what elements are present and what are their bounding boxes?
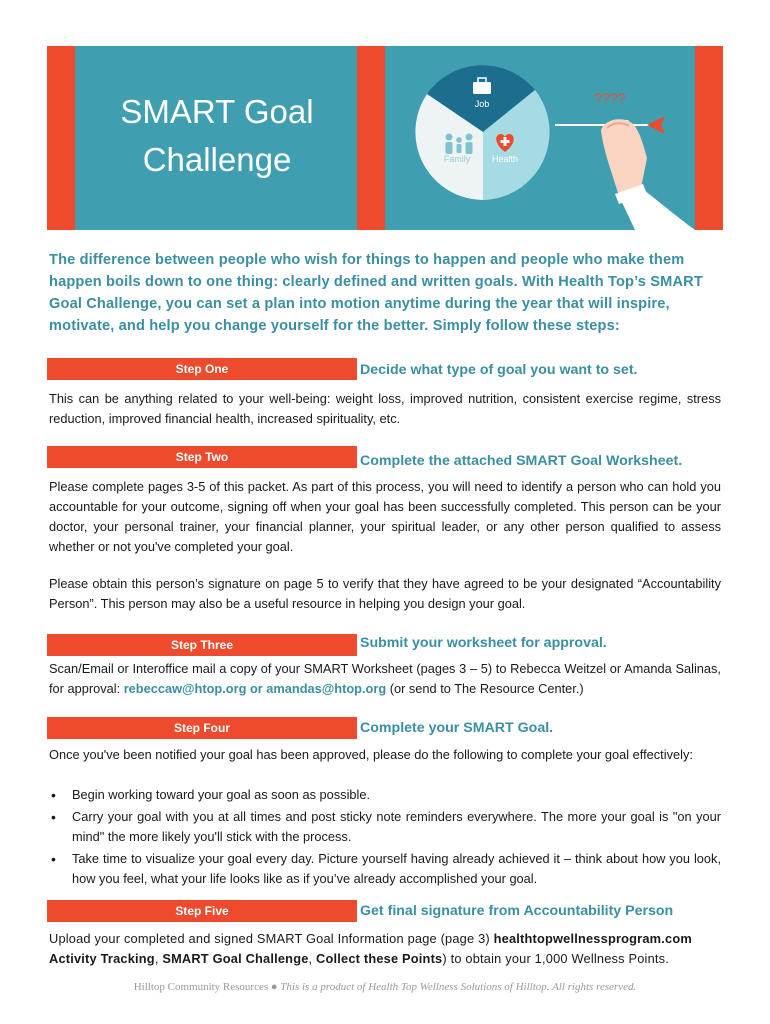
step-one-title: Decide what type of goal you want to set. bbox=[360, 362, 638, 378]
banner-stripe-middle bbox=[357, 46, 385, 230]
step-three-text-before: Scan/Email or Interoffice mail a copy of your SMART Worksheet (pages 3 – 5) to Rebecca Weitzel or Amanda Salinas, for approval: bbox=[49, 661, 721, 696]
step-two-title: Complete the attached SMART Goal Worksheet. bbox=[360, 453, 683, 469]
goal-illustration bbox=[385, 46, 695, 230]
nav-activity-tracking: Activity Tracking bbox=[49, 951, 155, 966]
question-marks: ???? bbox=[594, 90, 626, 106]
wheel-health-label: Health bbox=[491, 154, 519, 164]
step-five-label-bar bbox=[47, 900, 357, 922]
nav-collect-points: Collect these Points bbox=[316, 951, 443, 966]
page-footer bbox=[0, 981, 770, 993]
page-title bbox=[86, 88, 348, 184]
banner-stripe-left bbox=[47, 46, 75, 230]
step-four-label: Step Four bbox=[174, 721, 230, 735]
footer-copyright: This is a product of Health Top Wellness Solutions of Hilltop. All rights reserved. bbox=[280, 981, 637, 993]
step-four-title: Complete your SMART Goal. bbox=[360, 720, 554, 736]
list-item: • Take time to visualize your goal every day. Picture yourself having already achieved it – think about how you look, how you feel, what your life looks like as if you’ve already accomplished your goal. bbox=[49, 849, 721, 889]
step-one-label: Step One bbox=[175, 362, 229, 376]
step-five-text-after: ) to obtain your 1,000 Wellness Points. bbox=[442, 951, 670, 966]
step-five-text-before: Upload your completed and signed SMART Goal Information page (page 3) bbox=[49, 931, 494, 946]
intro-paragraph: The difference between people who wish for things to happen and people who make them happen boils down to one thing: clearly defined and written goals. With Health Top’s SMART Goal Challenge, you can set a plan into motion anytime during the year that will inspire, motivate, and help you change yourself for the better. Simply follow these steps: bbox=[49, 252, 703, 334]
step-two-label-bar bbox=[47, 446, 357, 468]
step-three-label: Step Three bbox=[170, 638, 233, 652]
step-three-title: Submit your worksheet for approval. bbox=[360, 635, 607, 651]
step-three-text bbox=[49, 659, 721, 699]
step-three-text-after: (or send to The Resource Center.) bbox=[386, 681, 584, 696]
step-one-text: This can be anything related to your well-being: weight loss, improved nutrition, consistent exercise regime, stress reduction, improved financial health, increased spirituality, etc. bbox=[49, 391, 721, 426]
step-two-paragraph-2: Please obtain this person’s signature on page 5 to verify that they have agreed to be your designated “Accountability Person”. This person may also be a useful resource in helping you design your goal. bbox=[49, 576, 721, 611]
step-five-label: Step Five bbox=[175, 904, 229, 918]
step-three-label-bar bbox=[47, 634, 357, 656]
separator: , bbox=[308, 951, 317, 966]
nav-smart-goal-challenge: SMART Goal Challenge bbox=[162, 951, 309, 966]
approval-emails-link[interactable]: rebeccaw@htop.org or amandas@htop.org bbox=[123, 681, 387, 696]
step-five-title: Get final signature from Accountability Person bbox=[360, 903, 674, 919]
step-four-bullet-list bbox=[49, 785, 721, 891]
footer-organization: Hilltop Community Resources ● bbox=[133, 981, 281, 993]
step-two-paragraph-1: Please complete pages 3-5 of this packet. As part of this process, you will need to identify a person who can hold you accountable for your outcome, signing off when your goal has been successfully completed. This person can be your doctor, your personal trainer, your financial planner, your spiritual leader, or any other person qualified to assess whether or not you've completed your goal. bbox=[49, 479, 721, 554]
list-item: • Carry your goal with you at all times and post sticky note reminders everywhere. The more your goal is "on your mind" the more likely you'll stick with the process. bbox=[49, 807, 721, 847]
wheel-family-label: Family bbox=[443, 154, 471, 164]
separator: , bbox=[154, 951, 163, 966]
list-item: • Begin working toward your goal as soon as possible. bbox=[49, 785, 721, 805]
page-title-line2: Challenge bbox=[142, 141, 292, 178]
page-title-line1: SMART Goal bbox=[120, 93, 314, 130]
step-two-label: Step Two bbox=[175, 450, 229, 464]
step-four-intro: Once you've been notified your goal has been approved, please do the following to complete your goal effectively: bbox=[49, 747, 693, 762]
wellness-site-link[interactable]: healthtopwellnessprogram.com bbox=[493, 931, 692, 946]
step-five-text bbox=[49, 929, 721, 969]
wheel-job-label: Job bbox=[474, 99, 490, 109]
step-four-label-bar bbox=[47, 717, 357, 739]
banner-stripe-right bbox=[695, 46, 723, 230]
life-wheel bbox=[415, 65, 549, 200]
hand-illustration bbox=[601, 119, 695, 230]
step-one-label-bar bbox=[47, 358, 357, 380]
